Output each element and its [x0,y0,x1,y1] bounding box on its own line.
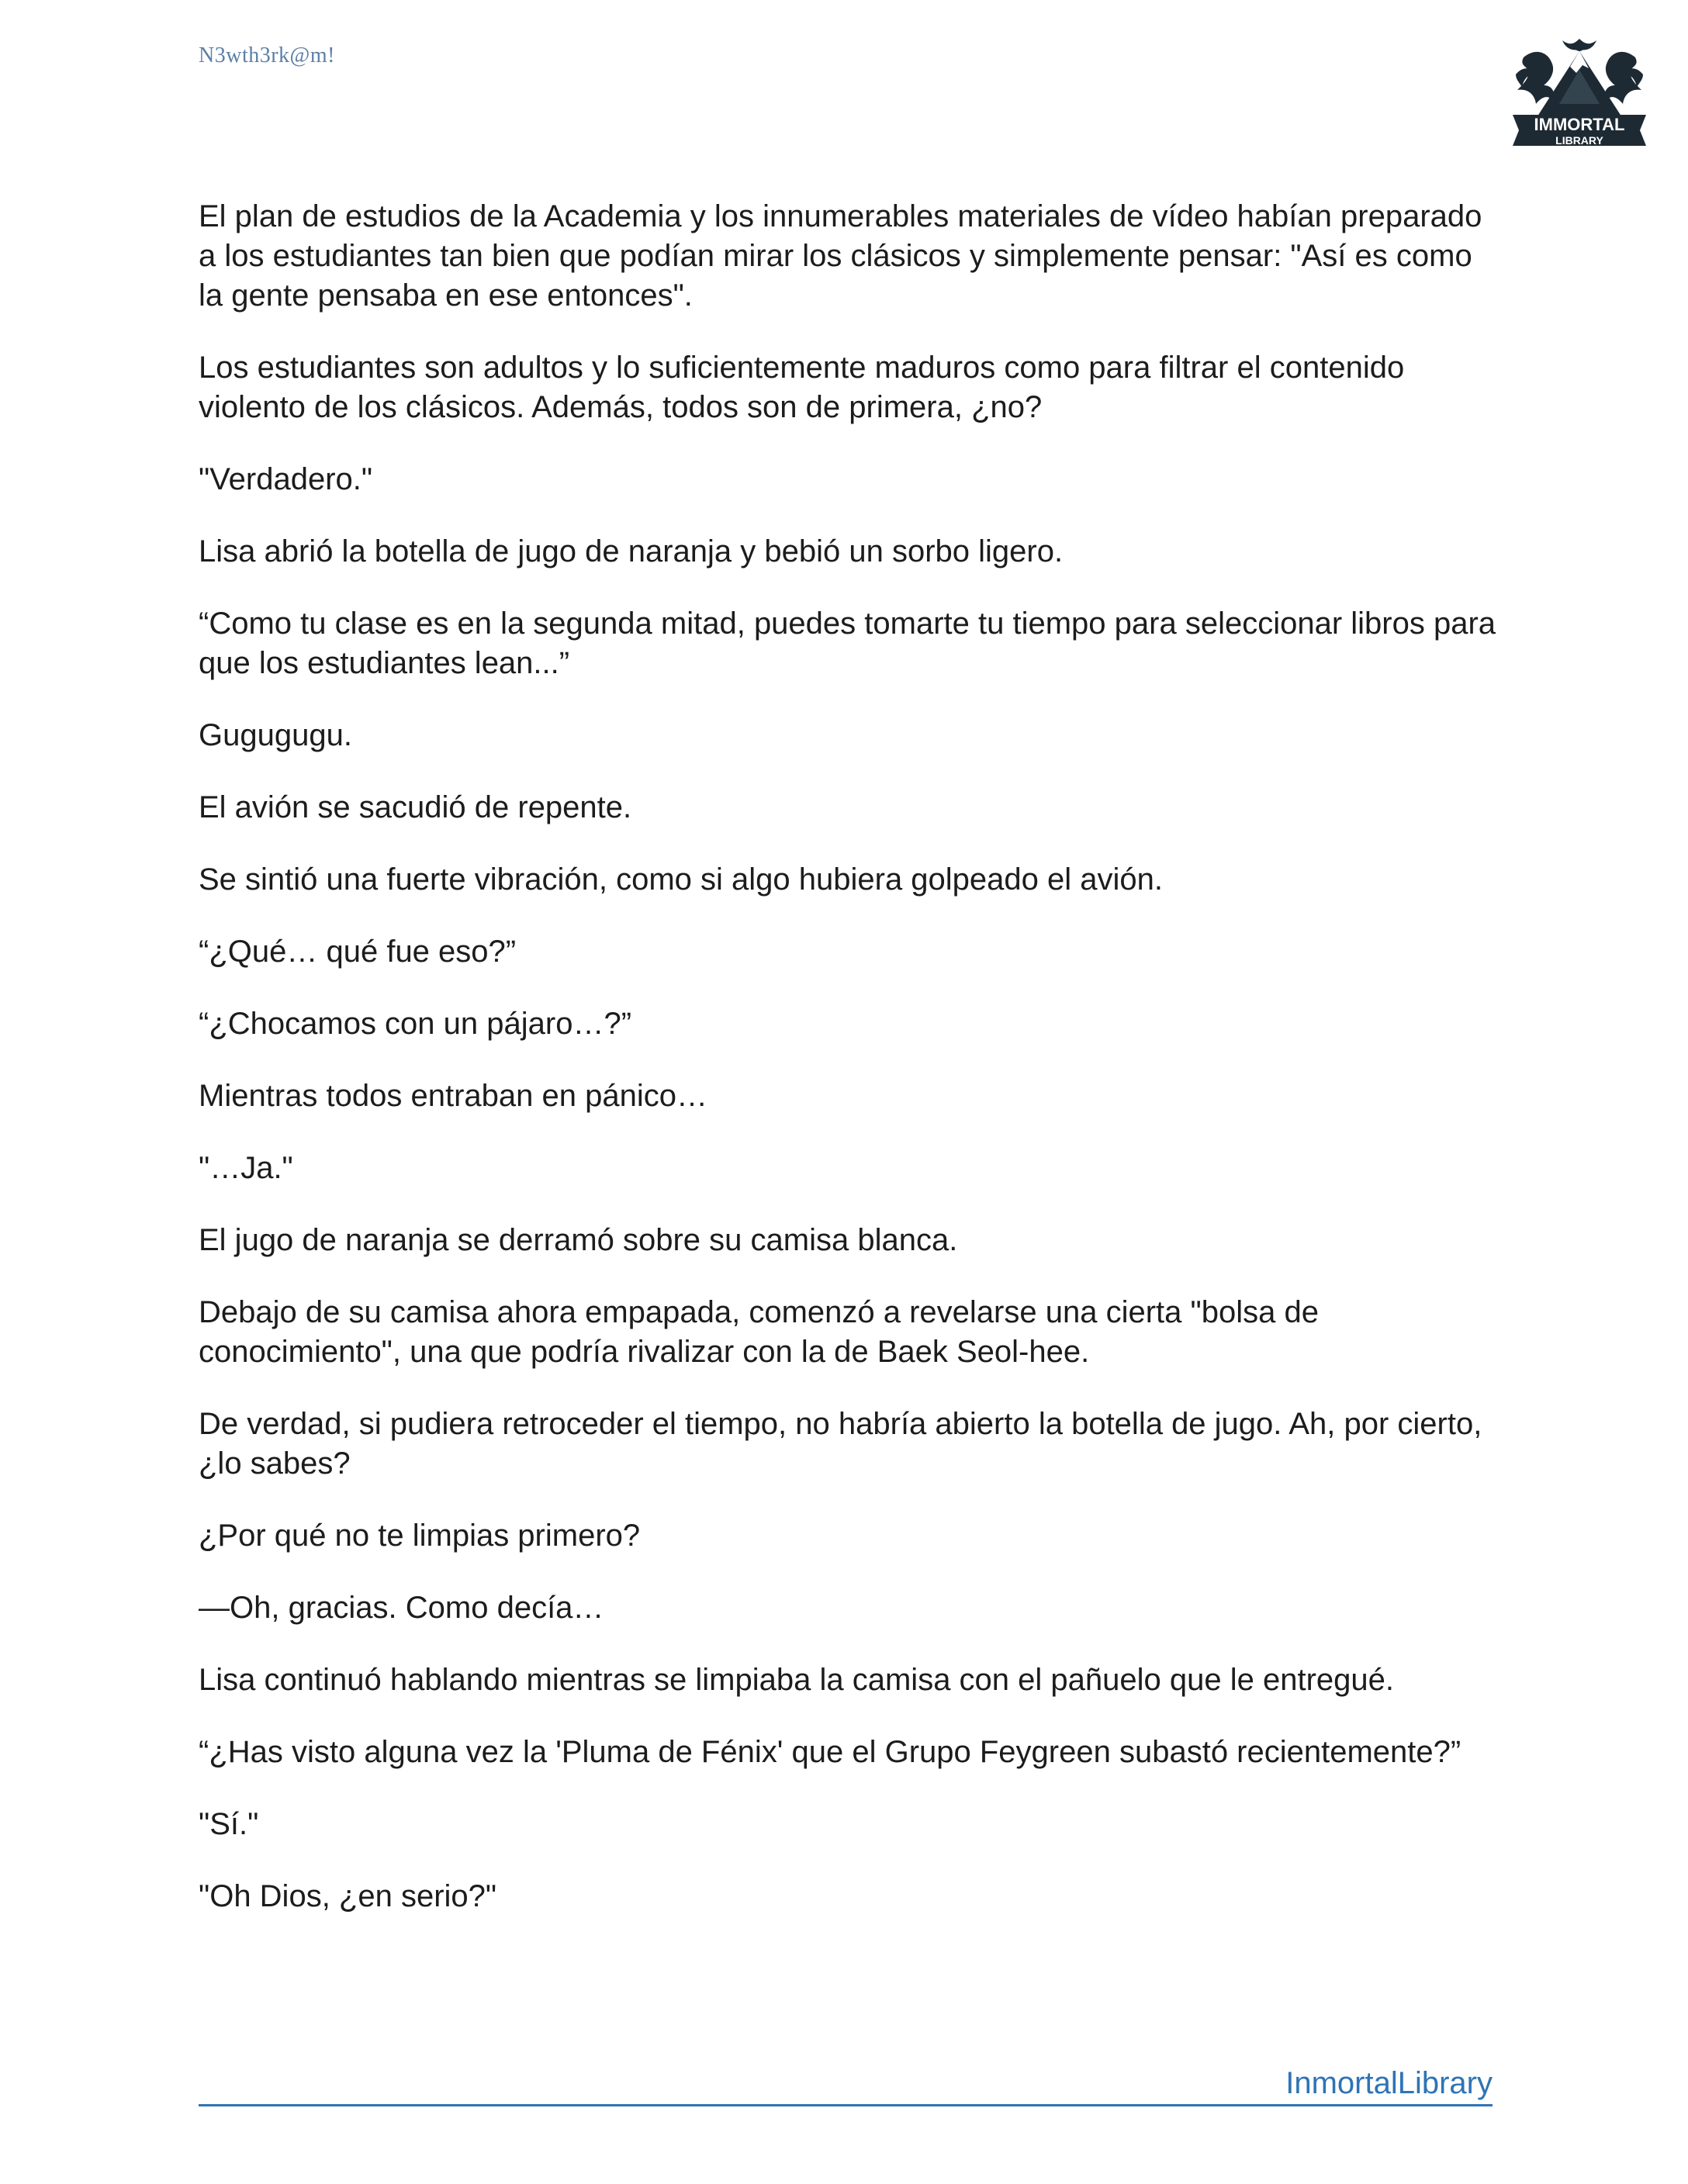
dragon-crest-icon [1516,39,1643,121]
paragraph: Los estudiantes son adultos y lo suficientemente maduros como para filtrar el contenido violento de los clásicos. Además, todos son de primera, ¿no? [199,351,1405,424]
watermark-text: N3wth3rk@m! [199,43,335,67]
paragraph: Se sintió una fuerte vibración, como si algo hubiera golpeado el avión. [199,862,1164,897]
footer-divider [199,2104,1493,2106]
paragraph: —Oh, gracias. Como decía… [199,1591,604,1625]
paragraph: Gugugugu. [199,718,352,752]
paragraph: El jugo de naranja se derramó sobre su camisa blanca. [199,1223,958,1257]
logo-text-immortal: IMMORTAL [1534,115,1625,134]
paragraph: "Verdadero." [199,462,373,496]
paragraph: "…Ja." [199,1151,293,1185]
immortal-library-logo [1508,34,1651,158]
paragraph: “¿Qué… qué fue eso?” [199,935,517,969]
paragraph: “Como tu clase es en la segunda mitad, puedes tomarte tu tiempo para seleccionar libros para que los estudiantes lean...” [199,606,1496,680]
paragraph: "Sí." [199,1807,259,1841]
document-body [199,197,1502,1949]
paragraph: Lisa continuó hablando mientras se limpiaba la camisa con el pañuelo que le entregué. [199,1663,1394,1697]
paragraph: Mientras todos entraban en pánico… [199,1079,707,1113]
paragraph: Lisa abrió la botella de jugo de naranja y bebió un sorbo ligero. [199,534,1064,568]
paragraph: De verdad, si pudiera retroceder el tiempo, no habría abierto la botella de jugo. Ah, por cierto, ¿lo sabes? [199,1407,1482,1481]
paragraph: ¿Por qué no te limpias primero? [199,1519,641,1553]
paragraph: El avión se sacudió de repente. [199,790,632,824]
paragraph: Debajo de su camisa ahora empapada, comenzó a revelarse una cierta "bolsa de conocimiento", una que podría rivalizar con la de Baek Seol-hee. [199,1295,1319,1369]
footer-link-inmortallibrary[interactable]: InmortalLibrary [1285,2066,1493,2100]
paragraph: “¿Has visto alguna vez la 'Pluma de Fénix' que el Grupo Feygreen subastó recientemente?” [199,1735,1461,1769]
paragraph: "Oh Dios, ¿en serio?" [199,1879,497,1913]
paragraph: El plan de estudios de la Academia y los innumerables materiales de vídeo habían preparado a los estudiantes tan bien que podían mirar los clásicos y simplemente pensar: "Así es como la gente pensaba en ese entonces". [199,199,1482,313]
logo-text-library: LIBRARY [1555,134,1603,147]
paragraph: “¿Chocamos con un pájaro…?” [199,1007,632,1041]
